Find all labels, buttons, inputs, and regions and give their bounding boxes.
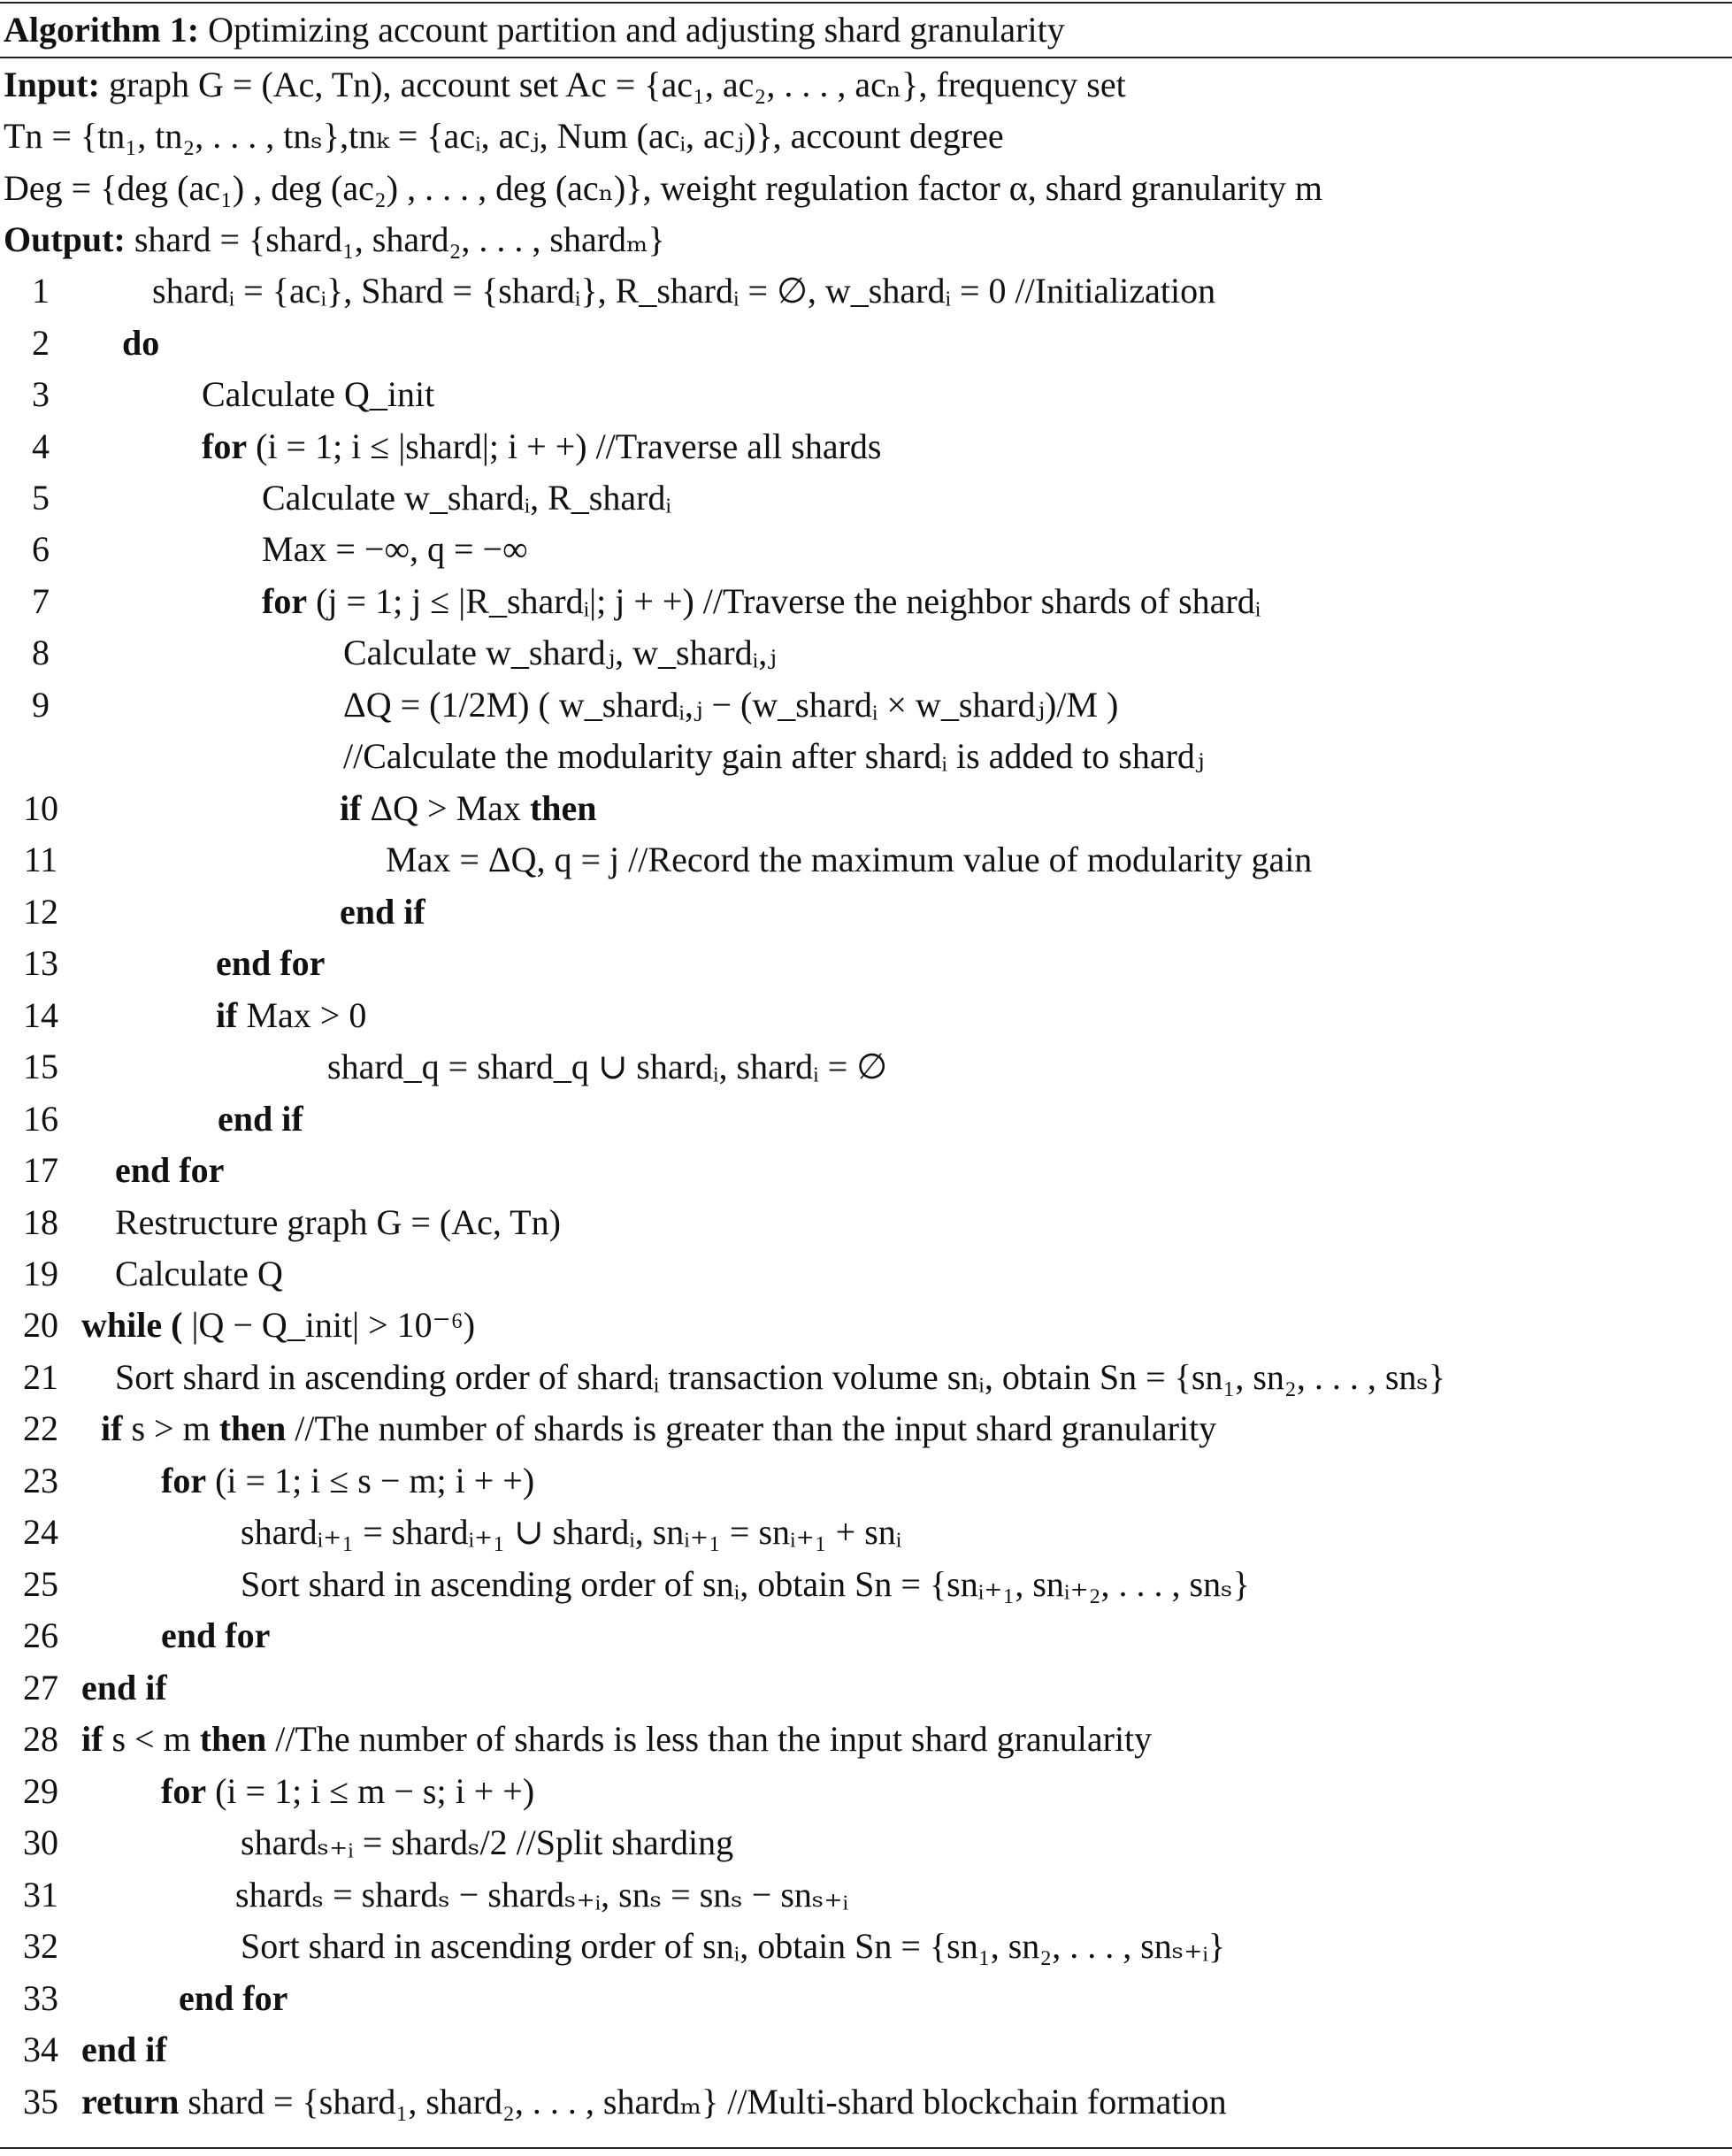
line-number: 19 (23, 1254, 58, 1293)
line-number: 31 (23, 1874, 58, 1914)
algorithm-line (0, 1507, 1732, 1558)
line-code (241, 1921, 1225, 1972)
line-code (161, 1766, 534, 1817)
code-text: (i = 1; i ≤ m − s; i + +) (215, 1770, 535, 1811)
line-number: 23 (23, 1460, 58, 1500)
code-text: shard = {shard₁, shard₂, . . . , shardₘ} //Multi-shard blockchain formation (188, 2081, 1227, 2121)
code-text: Sort shard in ascending order of shardᵢ transaction volume snᵢ, obtain Sn = {sn₁, sn₂, . . . , snₛ} (115, 1356, 1446, 1397)
algorithm-line (0, 1766, 1732, 1817)
code-text: s > m (131, 1408, 211, 1449)
code-text: shardₛ = shardₛ − shardₛ₊ᵢ, snₛ = snₛ − snₛ₊ᵢ (235, 1874, 849, 1914)
line-code (241, 1817, 733, 1868)
line-code (101, 1403, 1216, 1454)
algorithm-line (0, 1559, 1732, 1610)
keyword-then: then (199, 1719, 267, 1760)
algorithm-line (0, 1921, 1732, 1972)
algorithm-line (0, 421, 1732, 472)
algorithm-line (0, 679, 1732, 731)
algorithm-title: Optimizing account partition and adjusting shard granularity (208, 10, 1065, 50)
keyword: end for (115, 1150, 225, 1191)
header-line (4, 214, 1732, 265)
code-text: //Calculate the modularity gain after shardᵢ is added to shardⱼ (343, 736, 1205, 777)
line-number: 22 (23, 1408, 58, 1449)
algorithm-title-line (4, 4, 1065, 57)
algorithm-line (0, 783, 1732, 834)
algorithm-line (0, 1300, 1732, 1351)
algorithm-line (0, 1869, 1732, 1921)
keyword: for (161, 1770, 207, 1811)
line-code (179, 1973, 287, 2024)
code-text: Max > 0 (246, 994, 367, 1035)
line-number: 8 (32, 633, 50, 673)
line-number: 27 (23, 1667, 58, 1707)
algorithm-line (0, 938, 1732, 989)
code-text: Max = −∞, q = −∞ (262, 529, 528, 570)
algorithm-line (0, 1973, 1732, 2024)
line-code (216, 990, 366, 1041)
header-key: Input: (4, 65, 109, 104)
header-key: Output: (4, 219, 134, 259)
algorithm-line (0, 1403, 1732, 1454)
code-text: Sort shard in ascending order of snᵢ, obtain Sn = {sn₁, sn₂, . . . , snₛ₊ᵢ} (241, 1926, 1226, 1967)
keyword: if (81, 1719, 103, 1760)
keyword: for (161, 1460, 207, 1500)
algorithm-line (0, 1455, 1732, 1507)
line-number: 12 (23, 891, 58, 932)
line-number: 28 (23, 1719, 58, 1760)
line-code (152, 265, 1215, 317)
line-number: 29 (23, 1770, 58, 1811)
algorithm-line (0, 1352, 1732, 1403)
line-number: 30 (23, 1822, 58, 1863)
algorithm-line (0, 524, 1732, 575)
line-number: 26 (23, 1615, 58, 1656)
line-number: 1 (32, 271, 50, 311)
keyword: for (202, 426, 248, 466)
line-code (81, 1300, 475, 1351)
line-code (122, 318, 159, 369)
algorithm-line (0, 1662, 1732, 1714)
keyword: for (262, 580, 308, 621)
line-number: 21 (23, 1356, 58, 1397)
keyword-then: then (529, 787, 597, 828)
line-code (81, 2076, 1227, 2128)
line-number: 18 (23, 1201, 58, 1242)
line-code (115, 1352, 1445, 1403)
header-text: Deg = {deg (ac₁) , deg (ac₂) , . . . , deg (acₙ)}, weight regulation factor α, shard granularity m (4, 167, 1322, 208)
algorithm-line (0, 1817, 1732, 1868)
keyword: end for (216, 943, 326, 984)
line-code (262, 472, 671, 524)
code-text: Restructure graph G = (Ac, Tn) (115, 1201, 561, 1242)
code-text: Calculate Q (115, 1254, 283, 1293)
line-number: 2 (32, 322, 50, 363)
algorithm-line (0, 265, 1732, 317)
line-number: 16 (23, 1098, 58, 1139)
line-number: 6 (32, 529, 50, 570)
keyword: end if (340, 891, 425, 932)
algorithm-line (0, 2076, 1732, 2128)
line-code (202, 369, 434, 420)
code-text: ΔQ > Max (370, 787, 521, 828)
line-number: 5 (32, 477, 50, 518)
line-number: 14 (23, 994, 58, 1035)
line-code (340, 783, 597, 834)
line-code (262, 524, 528, 575)
code-comment: //The number of shards is less than the input shard granularity (266, 1719, 1153, 1760)
code-text: (i = 1; i ≤ s − m; i + +) (215, 1460, 535, 1500)
line-code (216, 938, 325, 989)
code-text: shardᵢ₊₁ = shardᵢ₊₁ ∪ shardᵢ, snᵢ₊₁ = snᵢ₊₁ + snᵢ (241, 1512, 902, 1553)
algorithm-line (0, 834, 1732, 886)
keyword-then: then (218, 1408, 287, 1449)
keyword: end if (81, 1667, 167, 1707)
algorithm-line (0, 369, 1732, 420)
algorithm-line (0, 1093, 1732, 1145)
code-text: shardᵢ = {acᵢ}, Shard = {shardᵢ}, R_shardᵢ = ∅, w_shardᵢ = 0 //Initialization (152, 271, 1216, 311)
keyword: end for (161, 1615, 271, 1656)
line-code (218, 1093, 303, 1145)
line-code (262, 576, 1261, 627)
line-number: 32 (23, 1926, 58, 1967)
keyword: if (340, 787, 362, 828)
title-rule (0, 57, 1732, 58)
line-number: 17 (23, 1150, 58, 1191)
algorithm-line (0, 576, 1732, 627)
line-code (161, 1455, 534, 1507)
code-text: shard_q = shard_q ∪ shardᵢ, shardᵢ = ∅ (327, 1047, 888, 1087)
code-text: Calculate w_shardᵢ, R_shardᵢ (262, 477, 671, 518)
code-text: ΔQ = (1/2M) ( w_shardᵢ,ⱼ − (w_shardᵢ × w_shardⱼ)/M ) (343, 684, 1119, 725)
algorithm-line (0, 1041, 1732, 1093)
line-code (241, 1559, 1250, 1610)
keyword: end if (81, 2029, 167, 2070)
keyword: end for (179, 1977, 288, 2018)
code-text: |Q − Q_init| > 10⁻⁶) (191, 1305, 476, 1346)
header-text: graph G = (Ac, Tn), account set Ac = {ac₁, ac₂, . . . , acₙ}, frequency set (108, 65, 1126, 104)
code-text: (i = 1; i ≤ |shard|; i + +) //Traverse all shards (256, 426, 882, 466)
line-number: 4 (32, 426, 50, 466)
keyword: while ( (81, 1305, 183, 1346)
header-text: Tn = {tn₁, tn₂, . . . , tnₛ},tnₖ = {acᵢ, acⱼ, Num (acᵢ, acⱼ)}, account degree (4, 116, 1004, 157)
algorithm-line (0, 1145, 1732, 1196)
code-text: s < m (111, 1719, 191, 1760)
line-code (81, 2024, 167, 2075)
line-number: 10 (23, 787, 58, 828)
code-text: Calculate w_shardⱼ, w_shardᵢ,ⱼ (343, 633, 777, 673)
line-code (327, 1041, 887, 1093)
line-number: 34 (23, 2029, 58, 2070)
line-number: 7 (32, 580, 50, 621)
algorithm-line (0, 1248, 1732, 1300)
algorithm-line (0, 990, 1732, 1041)
header-line (4, 163, 1732, 214)
line-code (81, 1662, 167, 1714)
algorithm-line (0, 318, 1732, 369)
line-number: 9 (32, 684, 50, 725)
line-code (343, 679, 1118, 731)
line-code (202, 421, 881, 472)
line-code (235, 1869, 848, 1921)
header-line (4, 111, 1732, 162)
algorithm-line (0, 1610, 1732, 1661)
line-code (115, 1197, 561, 1248)
bottom-rule (0, 2147, 1732, 2149)
line-number: 13 (23, 943, 58, 984)
header-text: shard = {shard₁, shard₂, . . . , shardₘ} (134, 219, 665, 259)
keyword: if (216, 994, 238, 1035)
code-text: Max = ΔQ, q = j //Record the maximum value of modularity gain (386, 840, 1313, 880)
line-code (343, 627, 777, 679)
line-number: 25 (23, 1563, 58, 1604)
keyword: end if (218, 1098, 303, 1139)
algorithm-line (0, 2024, 1732, 2075)
line-code (115, 1248, 283, 1300)
line-number: 3 (32, 374, 50, 415)
code-text: Calculate Q_init (202, 374, 435, 415)
code-comment: //The number of shards is greater than the input shard granularity (286, 1408, 1217, 1449)
code-text: Sort shard in ascending order of snᵢ, obtain Sn = {snᵢ₊₁, snᵢ₊₂, . . . , snₛ} (241, 1563, 1250, 1604)
line-number: 35 (23, 2081, 58, 2121)
line-code (340, 886, 425, 938)
algorithm-line (0, 472, 1732, 524)
line-number: 15 (23, 1047, 58, 1087)
line-code (81, 1714, 1152, 1765)
line-code (161, 1610, 270, 1661)
code-text: (j = 1; j ≤ |R_shardᵢ|; j + +) //Traverse the neighbor shards of shardᵢ (316, 580, 1261, 621)
line-number: 33 (23, 1977, 58, 2018)
line-number: 24 (23, 1512, 58, 1553)
code-text: shardₛ₊ᵢ = shardₛ/2 //Split sharding (241, 1822, 734, 1863)
header-line (4, 59, 1732, 111)
algorithm-label: Algorithm 1: (4, 10, 200, 50)
algorithm-line (0, 731, 1732, 782)
line-code (241, 1507, 901, 1558)
algorithm-line (0, 886, 1732, 938)
line-code (386, 834, 1312, 886)
line-code (115, 1145, 224, 1196)
algorithm-line (0, 1714, 1732, 1765)
keyword: do (122, 322, 160, 363)
line-number: 11 (23, 840, 58, 880)
line-code (343, 731, 1204, 782)
keyword: return (81, 2081, 180, 2121)
algorithm-line (0, 1197, 1732, 1248)
line-number: 20 (23, 1305, 58, 1346)
keyword: if (101, 1408, 123, 1449)
algorithm-line (0, 627, 1732, 679)
